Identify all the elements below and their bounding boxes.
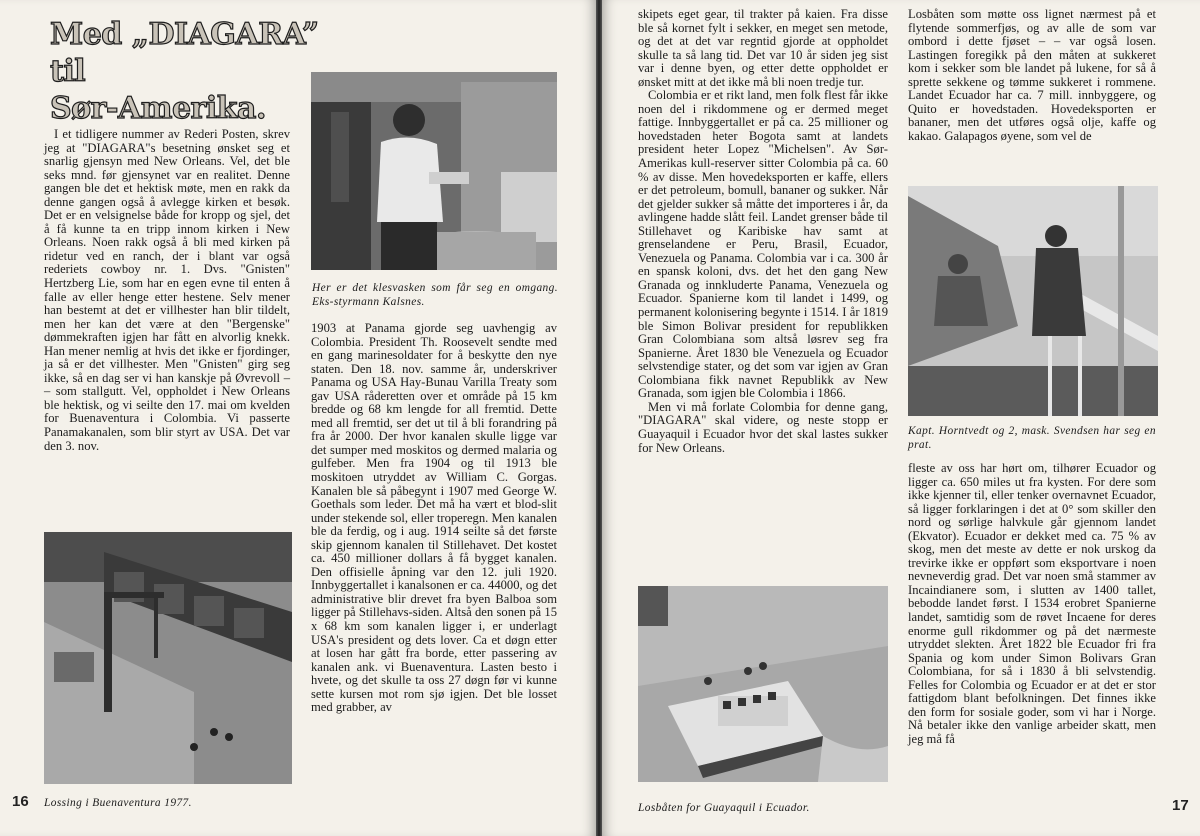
caption-laundry: Her er det klesvasken som får seg en omgang. Eks-styrmann Kalsnes. xyxy=(312,282,558,308)
right-col1-text-2: Colombia er et rikt land, men folk flest får ikke noen del i rikdommene og er dermed meget fattige. Innbyggertallet er på ca. 25 millioner og hovedstaden heter Bogota samt at landets president heter Lopez "Michelsen". Av Sør-Amerikas kull-reserver sitter Colombia på ca. 60 % av disse. Men hovedeksporten er kaffe, ellers er det petroleum, bomull, bananer og sukker. Når det gjelder sukker så måtte det importeres i år, da avlingene hadde slått feil. Landet grenser både til Stillehavet og Karibiske hav samt at grenselandene er Peru, Brasil, Ecuador, Venezuela og Panama. Colombia var i ca. 300 år en spansk koloni, dvs. det het den gang New Granada og innkluderte Panama, Venezuela og Ecuador. Spanierne kom til landet i 1499, og permanent kolonisering begynte i 1514. I år 1819 ble Simon Bolivar president for republikken Gran Colombiana som altså løsrev seg fra Spanierne. Året 1830 ble Venezuela og Ecuador selvstendige stater, og det som var igjen av Gran Colombiana fikk navnet Republikk av New Granada, som igjen ble Colombia i 1866. xyxy=(638,88,888,401)
caption-pilot-boat: Losbåten for Guayaquil i Ecuador. xyxy=(638,802,810,814)
photo-deck-conversation xyxy=(908,186,1158,416)
article-title xyxy=(50,16,350,127)
page-number-right: 17 xyxy=(1172,797,1189,814)
left-col1-text: I et tidligere nummer av Rederi Posten, skrev jeg at "DIAGARA"s besetning ønsket seg et snarlig gjensyn med New Orleans. Vel, det ble seks mnd. før gjensynet var en realitet. Denne gangen ble det et hektisk møte, men en rakk da denne gangen også å avlegge kirken et besøk. Det er en velsignelse både for kropp og sjel, det å få kunne ta en tripp innom kirken i New Orleans. Noen rakk også å bli med kirken på ridetur ved en ranch, der i blant var også rederiets cowboy nr. 1. Dvs. "Gnisten" Hertzberg Lie, som har en egen evne til enten å falle av eller henge etter hestene. Selv mener han bestemt at det er villhester han blir tildelt, men her kan det være at den "Bergenske" dømmekraften igjen har fått en alvorlig knekk. Han mener nemlig at hvis det ikke er fjordinger, ja så er det villhester. Men "Gnisten" girg seg ikke, så en dag ser vi han kanskje på Øvrevoll – – som stallgutt. Vel, oppholdet i New Orleans ble hektisk, og vi seilte den 17. mai om kvelden for Buenaventura i Colombia. Vi passerte Panamakanalen, som blir styrt av USA. Det var den 3. nov. xyxy=(44,127,290,453)
right-col1-text-3: Men vi må forlate Colombia for denne gang, "DIAGARA" skal videre, og neste stopp er Guayaquil i Ecuador hvor det skal lastes sukker for New Orleans. xyxy=(638,399,888,455)
right-col2-text-top: Losbåten som møtte oss lignet nærmest på et flytende sommerfjøs, og av alle de som var ombord i dette fjøset – – var også losen. Lastingen foregikk på den måten at sukkeret kom i sekker som ble landet på lukene, for så å sprette sekkene og tømme sukkeret i rommene. Landet Ecuador har ca. 7 mill. innbyggere, og Quito er hovedstaden. Hovedeksporten er bananer, men det utføres også olje, kaffe og kakao. Galapagos øyene, som vel de xyxy=(908,7,1156,143)
right-column-2-bottom xyxy=(908,462,1156,834)
right-column-2-top xyxy=(908,8,1156,180)
caption-loading: Lossing i Buenaventura 1977. xyxy=(44,797,192,809)
left-column-1 xyxy=(44,128,290,524)
page-number-left: 16 xyxy=(12,793,29,810)
right-col2-text-bottom: fleste av oss har hørt om, tilhører Ecuador og ligger ca. 650 miles ut fra kysten. For dere som ikke kjenner til, eller tenker overnavnet Ecuador, så ligger forklaringen i det at 0° som skiller den nord og sørlige halvkule går gjennom landet (Ekvator). Ecuador er dekket med ca. 75 % av skog, men det meste av dette er nok urskog da trevirke ikke er oppført som eksportvare i noen nevneverdig grad. Det var noen små stammer av Incaindianere som, i slutten av 1400 tallet, bebodde landet først. I 1534 erobret Spanierne landet, samtidig som de røvet Incaene for deres enorme gull rikdommer og på det nærmeste utryddet slekten. Året 1822 ble Ecuador fri fra Spania og kom under Simon Bolivars Gran Colombiana, for så i 1830 å bli selvstendig. Felles for Colombia og Ecuador er at det er stor fattigdom blant befolkningen. Det finnes ikke den form for sosiale goder, som vi har i Norge. Nå betaler ikke den vanlige arbeider skatt, men jeg må få xyxy=(908,461,1156,746)
left-column-2 xyxy=(311,322,557,818)
title-line-2: Sør-Amerika. xyxy=(50,91,266,126)
caption-captain: Kapt. Horntvedt og 2, mask. Svendsen har seg en prat. xyxy=(908,425,1156,451)
photo-pilot-boat xyxy=(638,586,888,782)
right-page xyxy=(602,0,1200,836)
left-page xyxy=(0,0,596,836)
photo-harbor-loading xyxy=(44,532,292,784)
right-col1-text-1: skipets eget gear, til trakter på kaien. Fra disse ble så kornet fylt i sekker, en meget sen metode, og det at det var regntid gjorde at oppholdet skulle ta så lang tid. Det var 10 år siden jeg sist var i denne byen, og etter dette oppholdet er ønsket mitt at det ikke må bli noen tredje tur. xyxy=(638,7,888,89)
right-column-1 xyxy=(638,8,888,578)
title-line-1: Med „DIAGARA” til xyxy=(50,17,319,89)
left-col2-text: 1903 at Panama gjorde seg uavhengig av Colombia. President Th. Roosevelt sendte med en gang marinesoldater for å beskytte den nye staten. Den 18. nov. samme år, underskriver Panama og USA Hay-Bunau Varilla Treaty som gav USA råderetten over et område på 15 km bredde og 68 km lengde for all fremtid. Dette med all fremtid, ser det ut til å bli forandring på fra år 2000. Der hvor kanalen skulle ligge var det sumper med moskitos og dermed malaria og gulfeber. Men fra 1904 og til 1913 ble moskitoen utryddet av William C. Gorgas. Kanalen ble så påbegynt i 1907 med George W. Goethals som leder. Det må ha vært et blod-slit under stekende sol, eller troperegn. Men kanalen ble da ferdig, og i aug. 1914 seilte så det første skip gjennom kanalen til Stillehavet. Det kostet ca. 450 millioner dollars å få bygget kanalen. Den offisielle åpning var den 12. juli 1920. Innbyggertallet i kanalsonen er ca. 44000, og det administrative blir drevet fra byen Balboa som ligger på Stillehavs-siden. Altså den sonen på 15 x 68 km som kanalen ligger i, er underlagt USA's president og dets lover. Ca et døgn etter at losen har gått fra borde, etter passering av kanalen ank. vi Buenaventura. Lasten besto i hvete, og det skulle ta oss 27 døgn før vi kunne sette kursen mot rom sjø igjen. Det ble losset med grabber, av xyxy=(311,321,557,715)
photo-laundry xyxy=(311,72,557,270)
